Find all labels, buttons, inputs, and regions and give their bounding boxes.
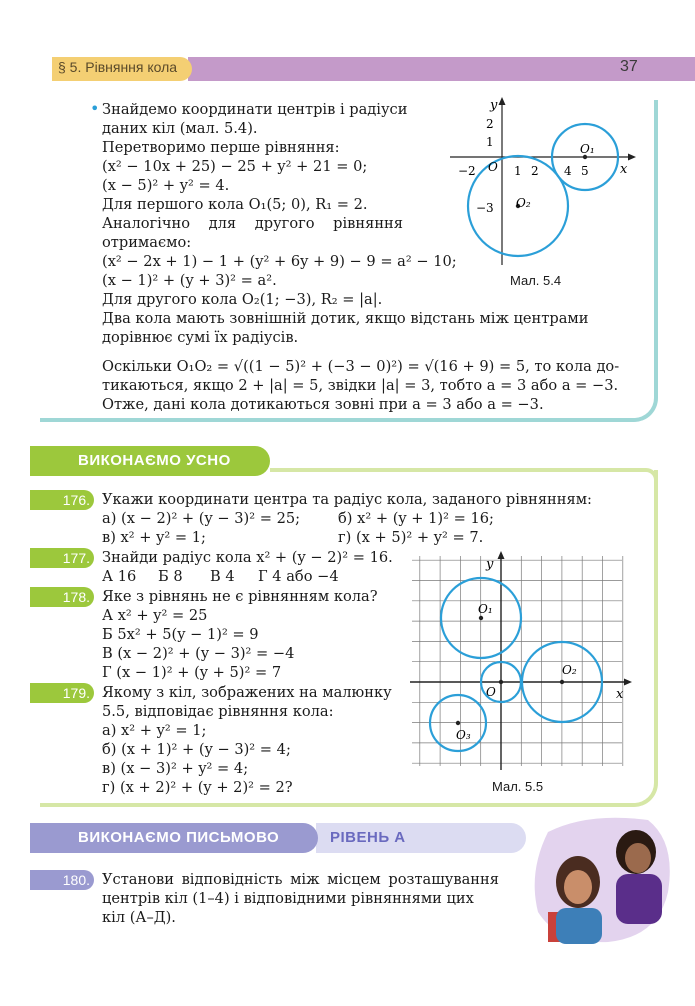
task-text: Якому з кіл, зображених на малюнку (102, 684, 392, 701)
solution-line: (x − 1)² + (y + 3)² = a². (102, 272, 277, 289)
level-label: РІВЕНЬ А (330, 829, 406, 846)
tick-label: 4 (564, 164, 572, 178)
solution-line: Для другого кола O₂(1; −3), R₂ = |a|. (102, 291, 383, 308)
task-number: 179. (30, 683, 94, 703)
answer-option: А 16 (102, 568, 137, 585)
task-item: в) (x − 3)² + y² = 4; (102, 760, 249, 777)
task-line: кіл (А–Д). (102, 909, 176, 926)
tick-label: −3 (476, 201, 494, 215)
section-title: § 5. Рівняння кола (58, 59, 178, 75)
answer-option: А x² + y² = 25 (102, 607, 208, 624)
solution-line: тикаються, якщо 2 + |a| = 5, звідки |a| = 3, тобто a = 3 або a = −3. (102, 377, 619, 394)
solution-line: Оскільки O₁O₂ = √((1 − 5)² + (−3 − 0)²) = √(16 + 9) = 5, то кола до- (102, 358, 620, 375)
solution-line: (x − 5)² + y² = 4. (102, 177, 230, 194)
solution-line: Два кола мають зовнішній дотик, якщо відстань між центрами (102, 310, 589, 327)
task-item: г) (x + 5)² + y² = 7. (338, 529, 484, 546)
figure-5-5 (410, 548, 635, 770)
written-banner-label: ВИКОНАЄМО ПИСЬМОВО (78, 829, 280, 846)
origin-label: O (486, 685, 496, 699)
task-line: центрів кіл (1–4) і відповідними рівняннями цих (102, 890, 474, 907)
solution-line: Аналогічно для другого рівняння (102, 215, 403, 232)
task-line: Установи відповідність між місцем розташування (102, 871, 499, 888)
solution-line: отримаємо: (102, 234, 192, 251)
task-number: 177. (30, 548, 94, 568)
figure-caption: Мал. 5.4 (510, 273, 562, 288)
tick-label: 1 (514, 164, 522, 178)
x-label: x (620, 162, 628, 177)
grid (412, 556, 623, 766)
solution-line: дорівнює сумі їх радіусів. (102, 329, 299, 346)
solution-line: Перетворимо перше рівняння: (102, 139, 340, 156)
y-label: y (490, 98, 498, 113)
answer-option: Г 4 або −4 (258, 568, 339, 585)
figure-5-4 (450, 95, 640, 275)
task-text: Яке з рівнянь не є рівнянням кола? (102, 588, 378, 605)
task-number: 178. (30, 587, 94, 607)
tick-label: 2 (531, 164, 539, 178)
task-text: Укажи координати центра та радіус кола, заданого рівнянням: (102, 491, 592, 508)
task-item: в) x² + y² = 1; (102, 529, 206, 546)
task-item: б) (x + 1)² + (y − 3)² = 4; (102, 741, 291, 758)
task-text: Знайди радіус кола x² + (y − 2)² = 16. (102, 549, 393, 566)
task-item: а) (x − 2)² + (y − 3)² = 25; (102, 510, 301, 527)
page-number: 37 (620, 58, 638, 75)
task-number: 180. (30, 870, 94, 890)
o1-label: O₁ (478, 602, 493, 616)
answer-option: В 4 (210, 568, 235, 585)
o2-label: O₂ (516, 196, 531, 210)
tick-label: 5 (581, 164, 589, 178)
task-item: г) (x + 2)² + (y + 2)² = 2? (102, 779, 293, 796)
o3-label: O₃ (456, 728, 471, 742)
answer-option: Б 8 (158, 568, 183, 585)
task-item: а) x² + y² = 1; (102, 722, 207, 739)
tick-label: −2 (458, 164, 476, 178)
task-number: 176. (30, 490, 94, 510)
figure-caption: Мал. 5.5 (492, 779, 544, 794)
o1-label: O₁ (580, 142, 595, 156)
task-text (102, 870, 499, 927)
bullet-icon: • (90, 99, 100, 118)
y-label: y (486, 557, 494, 572)
task-text: 5.5, відповідає рівняння кола: (102, 703, 334, 720)
answer-option: Г (x − 1)² + (y + 5)² = 7 (102, 664, 282, 681)
solution-line: даних кіл (мал. 5.4). (102, 120, 258, 137)
x-label: x (616, 687, 624, 702)
students-photo (528, 812, 678, 947)
solution-line: Знайдемо координати центрів і радіуси (102, 101, 408, 118)
solution-line: (x² − 2x + 1) − 1 + (y² + 6y + 9) − 9 = a² − 10; (102, 253, 457, 270)
task-item: б) x² + (y + 1)² = 16; (338, 510, 494, 527)
solution-line: Отже, дані кола дотикаються зовні при a = 3 або a = −3. (102, 396, 544, 413)
origin-label: O (488, 160, 498, 174)
o2-label: O₂ (562, 663, 577, 677)
answer-option: Б 5x² + 5(y − 1)² = 9 (102, 626, 259, 643)
tick-label: 2 (486, 117, 494, 131)
answer-option: В (x − 2)² + (y − 3)² = −4 (102, 645, 295, 662)
solution-line: (x² − 10x + 25) − 25 + y² + 21 = 0; (102, 158, 368, 175)
oral-banner-label: ВИКОНАЄМО УСНО (78, 452, 231, 469)
header-band (188, 57, 695, 81)
tick-label: 1 (486, 135, 494, 149)
solution-line: Для першого кола O₁(5; 0), R₁ = 2. (102, 196, 368, 213)
